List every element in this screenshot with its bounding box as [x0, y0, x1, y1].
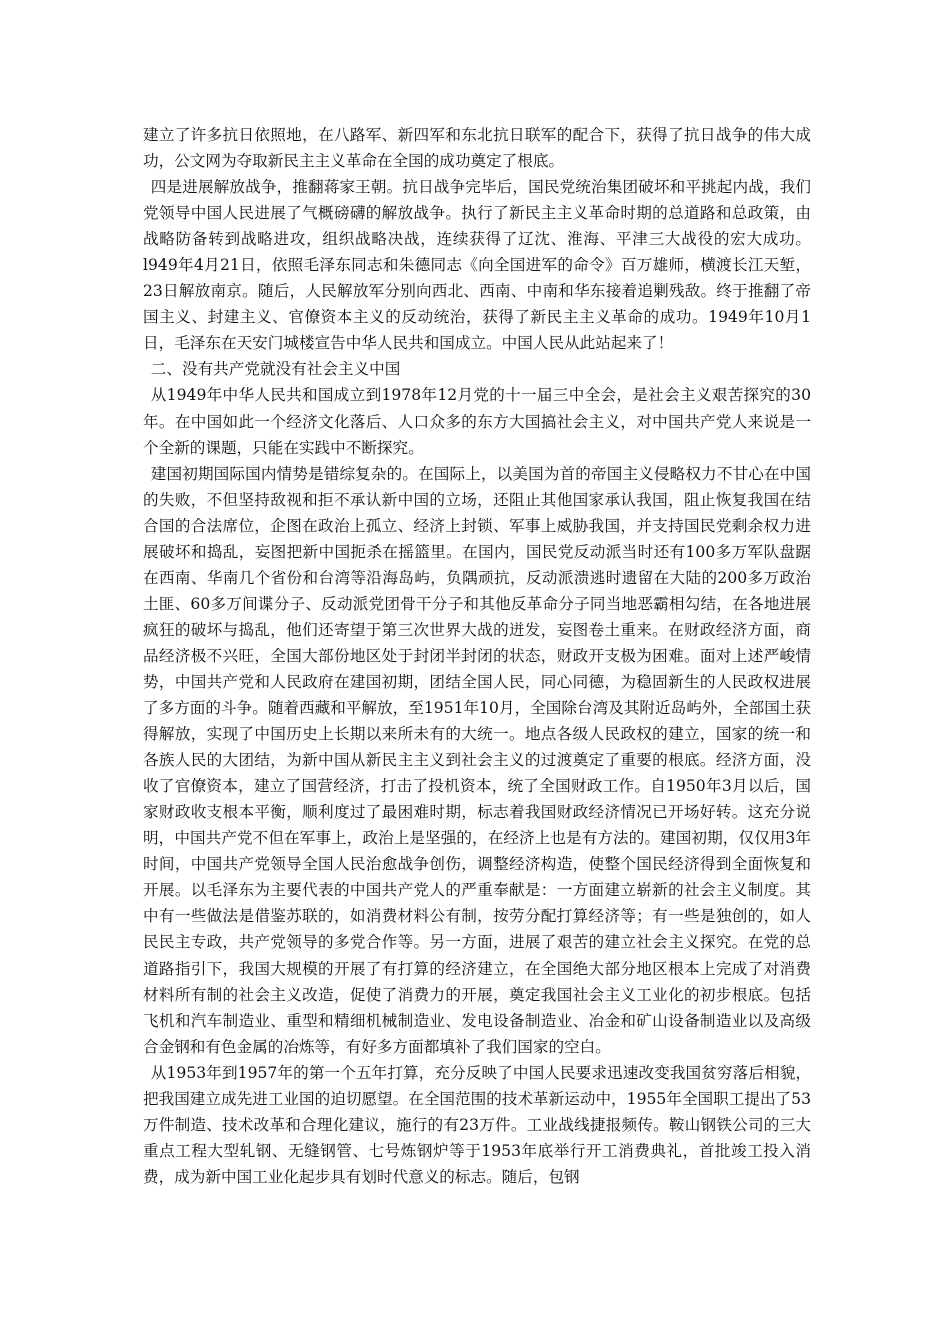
- paragraph-liberation-war: 四是进展解放战争，推翻蒋家王朝。抗日战争完毕后，国民党统治集团破坏和平挑起内战，我们党领导中国人民进展了气概磅礴的解放战争。执行了新民主主义革命时期的总道路和总政策，由战略防备转到战略进攻，组织战略决战，连续获得了辽沈、淮海、平津三大战役的宏大成功。l949年4月21日，依照毛泽东同志和朱德同志《向全国进军的命令》百万雄师，横渡长江天堑，23日解放南京。随后，人民解放军分别向西北、西南、中南和华东接着追剿残敌。终于推翻了帝国主义、封建主义、官僚资本主义的反动统治，获得了新民主主义革命的成功。1949年10月1日，毛泽东在天安门城楼宣告中华人民共和国成立。中国人民从此站起来了！: [143, 178, 811, 353]
- document-body: [143, 122, 811, 1190]
- paragraph-continuation: 建立了许多抗日依照地，在八路军、新四军和东北抗日联军的配合下，获得了抗日战争的伟大成功，公文网为夺取新民主主义革命在全国的成功奠定了根底。: [143, 126, 811, 171]
- paragraph-socialist-exploration: 从1949年中华人民共和国成立到1978年12月党的十一届三中全会，是社会主义艰苦探究的30年。在中国如此一个经济文化落后、人口众多的东方大国搞社会主义，对中国共产党人来说是一个全新的课题，只能在实践中不断探究。: [143, 386, 811, 457]
- paragraph-early-republic: 建国初期国际国内情势是错综复杂的。在国际上，以美国为首的帝国主义侵略权力不甘心在中国的失败，不但坚持敌视和拒不承认新中国的立场，还阻止其他国家承认我国，阻止恢复我国在结合国的合法席位，企图在政治上孤立、经济上封锁、军事上威胁我国，并支持国民党剩余权力进展破坏和捣乱，妄图把新中国扼杀在摇篮里。在国内，国民党反动派当时还有100多万军队盘踞在西南、华南几个省份和台湾等沿海岛屿，负隅顽抗，反动派溃逃时遗留在大陆的200多万政治土匪、60多万间谍分子、反动派党团骨干分子和其他反革命分子同当地恶霸相勾结，在各地进展疯狂的破坏与捣乱，他们还寄望于第三次世界大战的迸发，妄图卷土重来。在财政经济方面，商品经济极不兴旺，全国大部份地区处于封闭半封闭的状态，财政开支极为困难。面对上述严峻情势，中国共产党和人民政府在建国初期，团结全国人民，同心同德，为稳固新生的人民政权进展了多方面的斗争。随着西藏和平解放，至1951年10月，全国除台湾及其附近岛屿外，全部国土获得解放，实现了中国历史上长期以来所未有的大统一。地点各级人民政权的建立，国家的统一和各族人民的大团结，为新中国从新民主主义到社会主义的过渡奠定了重要的根底。经济方面，没收了官僚资本，建立了国营经济，打击了投机资本，统了全国财政工作。自1950年3月以后，国家财政收支根本平衡，顺利度过了最困难时期，标志着我国财政经济情况已开场好转。这充分说明，中国共产党不但在军事上，政治上是坚强的，在经济上也是有方法的。建国初期，仅仅用3年时间，中国共产党领导全国人民治愈战争创伤，调整经济构造，使整个国民经济得到全面恢复和开展。以毛泽东为主要代表的中国共产党人的严重奉献是：一方面建立崭新的社会主义制度。其中有一些做法是借鉴苏联的，如消费材料公有制，按劳分配打算经济等；有一些是独创的，如人民民主专政，共产党领导的多党合作等。另一方面，进展了艰苦的建立社会主义探究。在党的总道路指引下，我国大规模的开展了有打算的经济建立，在全国绝大部分地区根本上完成了对消费材料所有制的社会主义改造，促使了消费力的开展，奠定我国社会主义工业化的初步根底。包括飞机和汽车制造业、重型和精细机械制造业、发电设备制造业、冶金和矿山设备制造业以及高级合金钢和有色金属的冶炼等，有好多方面都填补了我们国家的空白。: [143, 464, 811, 1056]
- section-heading: 二、没有共产党就没有社会主义中国: [150, 360, 401, 379]
- paragraph-five-year-plan: 从1953年到1957年的第一个五年打算，充分反映了中国人民要求迅速改变我国贫穷落后相貌，把我国建立成先进工业国的迫切愿望。在全国范围的技术革新运动中，1955年全国职工提出了53万件制造、技术改革和合理化建议，施行的有23万件。工业战线捷报频传。鞍山钢铁公司的三大重点工程大型轧钢、无缝钢管、七号炼钢炉等于1953年底举行开工消费典礼，首批竣工投入消费，成为新中国工业化起步具有划时代意义的标志。随后，包钢: [143, 1063, 811, 1186]
